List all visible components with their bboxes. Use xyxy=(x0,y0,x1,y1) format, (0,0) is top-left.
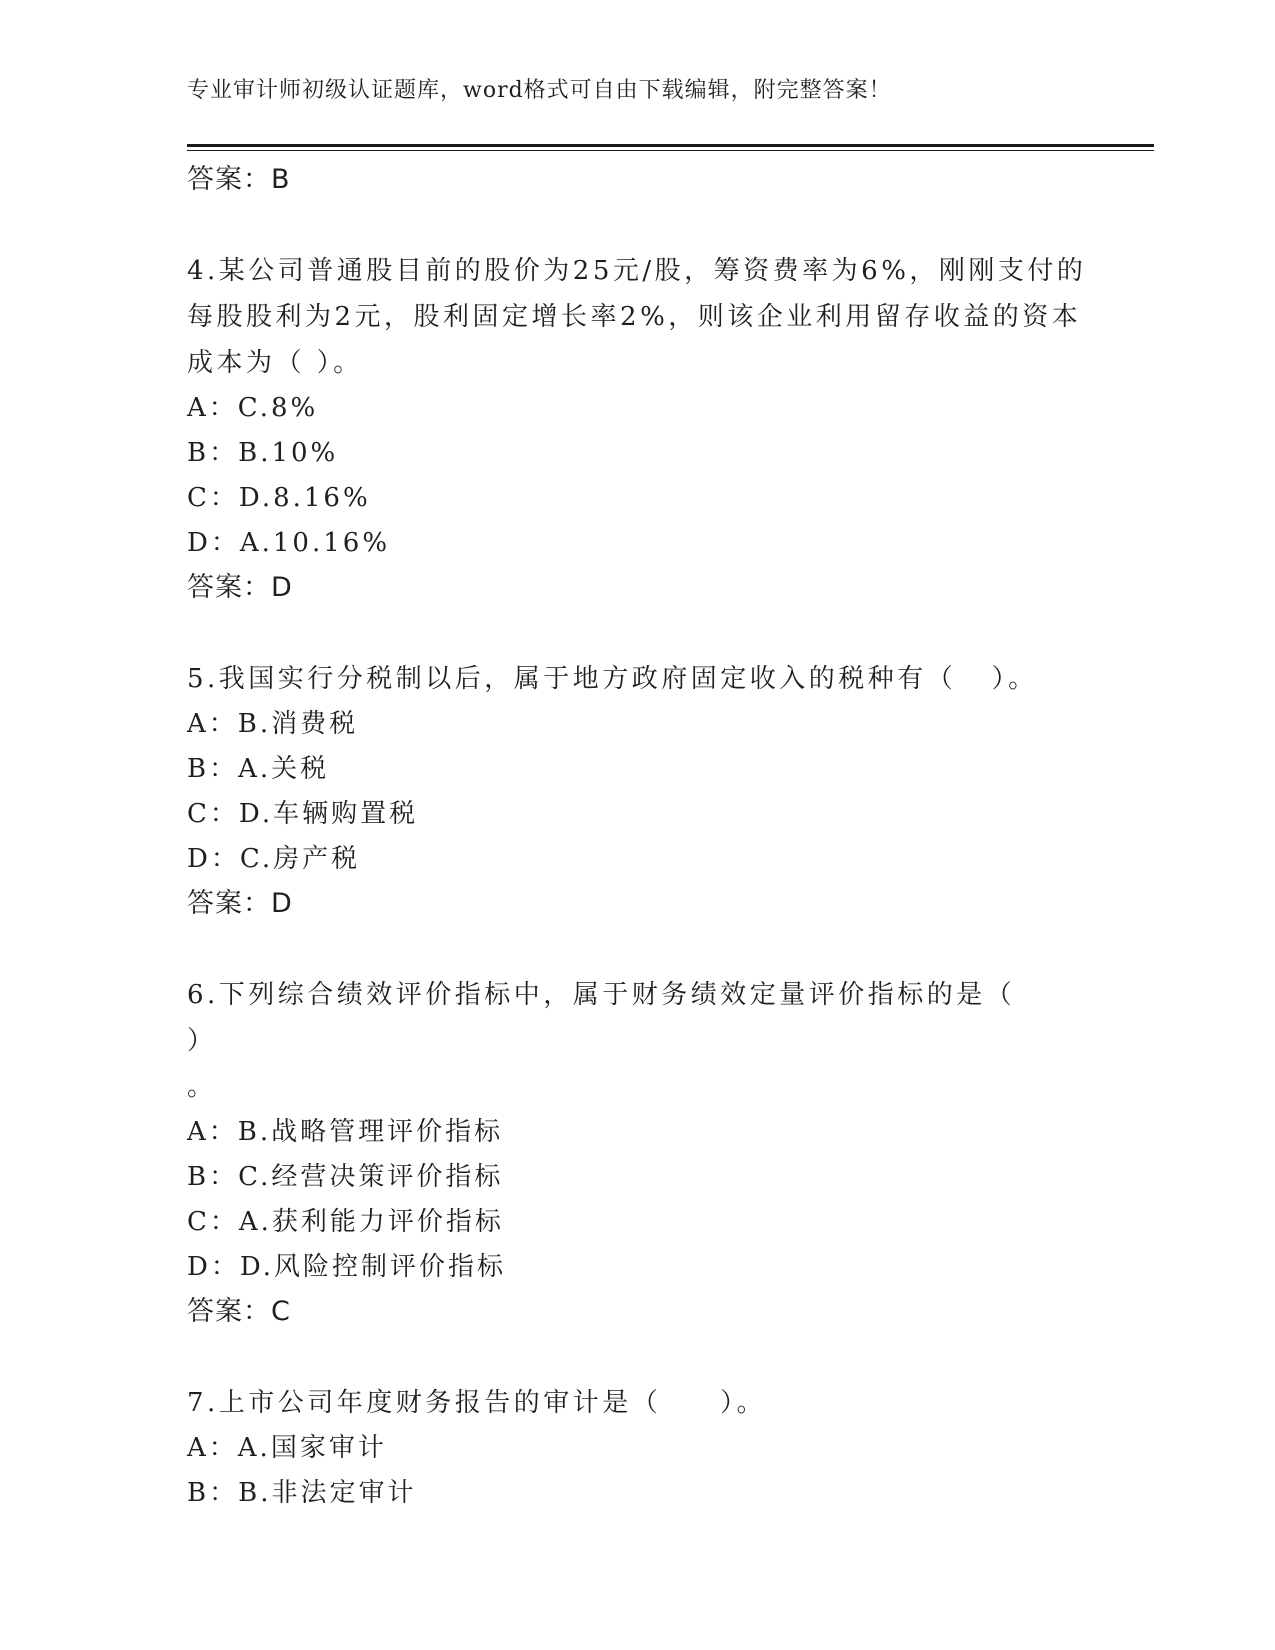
option-d: D：C.房产税 xyxy=(187,844,361,874)
question-stem: 5.我国实行分税制以后，属于地方政府固定收入的税种有（ ）。 xyxy=(187,664,1038,694)
question-5 xyxy=(187,656,1087,926)
answer-line: 答案：C xyxy=(187,1296,291,1327)
option-b: B：C.经营决策评价指标 xyxy=(187,1162,504,1192)
option-b: B：B.10% xyxy=(187,438,339,468)
answer-line: 答案：B xyxy=(187,164,291,195)
option-a: A：C.8% xyxy=(187,393,319,423)
question-4 xyxy=(187,248,1087,610)
header-rule-thin xyxy=(187,150,1154,151)
option-a: A：B.战略管理评价指标 xyxy=(187,1117,504,1147)
option-c: C：D.8.16% xyxy=(187,483,371,513)
option-c: C：D.车辆购置税 xyxy=(187,799,419,829)
option-d: D：D.风险控制评价指标 xyxy=(187,1252,507,1282)
question-list xyxy=(187,158,1087,1516)
question-7 xyxy=(187,1380,1087,1516)
option-c: C：A.获利能力评价指标 xyxy=(187,1207,504,1237)
question-6 xyxy=(187,972,1087,1334)
option-b: B：B.非法定审计 xyxy=(187,1478,417,1508)
question-stem: 7.上市公司年度财务报告的审计是（ ）。 xyxy=(187,1388,767,1418)
answer-line: 答案：D xyxy=(187,888,293,919)
answer-line: 答案：D xyxy=(187,572,293,603)
option-d: D：A.10.16% xyxy=(187,528,391,558)
page-header: 专业审计师初级认证题库，word格式可自由下载编辑，附完整答案！ xyxy=(187,78,892,103)
question-stem: 4.某公司普通股目前的股价为25元/股，筹资费率为6%，刚刚支付的每股股利为2元，股利固定增长率2%，则该企业利用留存收益的资本成本为（ ）。 xyxy=(187,256,1087,378)
header-rule-thick xyxy=(187,144,1154,147)
option-b: B：A.关税 xyxy=(187,754,330,784)
option-a: A：B.消费税 xyxy=(187,709,359,739)
option-a: A：A.国家审计 xyxy=(187,1433,387,1463)
question-stem: 6.下列综合绩效评价指标中，属于财务绩效定量评价指标的是（ ） 。 xyxy=(187,980,1016,1102)
